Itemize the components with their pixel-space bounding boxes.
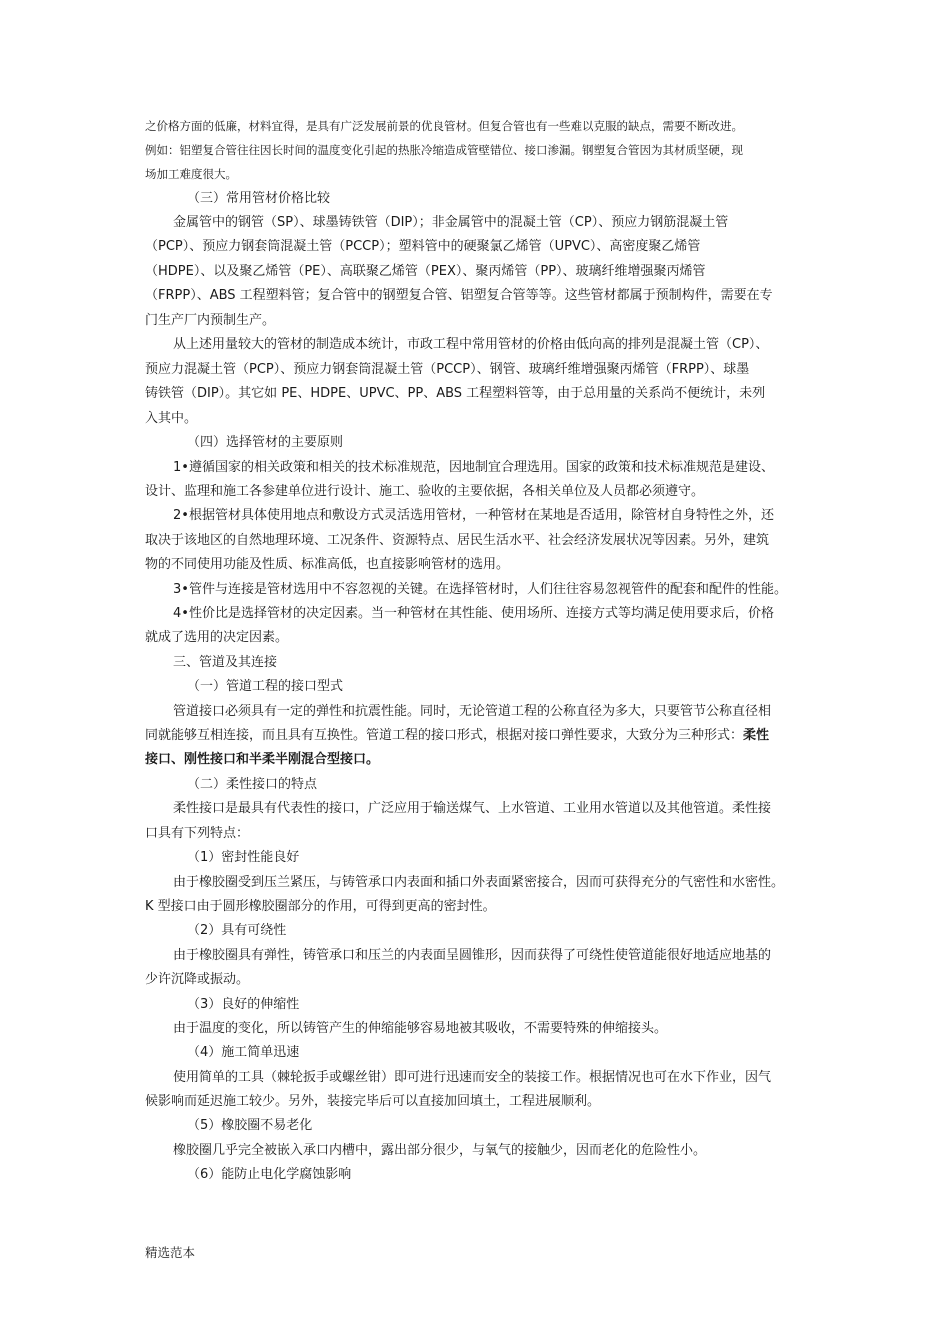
- paragraph-line: 金属管中的钢管（SP）、球墨铸铁管（DIP）；非金属管中的混凝土管（CP）、预应力钢筋混凝土管: [173, 215, 729, 230]
- paragraph-line: （FRPP）、ABS 工程塑料管；复合管中的钢塑复合管、铝塑复合管等等。这些管材都属于预制构件，需要在专: [145, 288, 773, 303]
- sub-heading: （1）密封性能良好: [187, 850, 300, 865]
- paragraph-line: 柔性接口是最具有代表性的接口，广泛应用于输送煤气、上水管道、工业用水管道以及其他管道。柔性接: [173, 801, 772, 816]
- paragraph-line: 由于温度的变化，所以铸管产生的伸缩能够容易地被其吸收，不需要特殊的伸缩接头。: [173, 1021, 668, 1036]
- paragraph-line: 4•性价比是选择管材的决定因素。当一种管材在其性能、使用场所、连接方式等均满足使用要求后，价格: [173, 606, 774, 621]
- paragraph-line: 少许沉降或振动。: [145, 972, 250, 987]
- page-footer: 精选范本: [145, 1245, 196, 1260]
- section-heading: 三、管道及其连接: [173, 655, 278, 670]
- paragraph-line: K 型接口由于圆形橡胶圈部分的作用，可得到更高的密封性。: [145, 899, 496, 914]
- paragraph-line: 管道接口必须具有一定的弹性和抗震性能。同时，无论管道工程的公称直径为多大，只要管节公称直径相: [173, 704, 772, 719]
- section-heading: （一）管道工程的接口型式: [187, 679, 344, 694]
- paragraph-line: 由于橡胶圈受到压兰紧压，与铸管承口内表面和插口外表面紧密接合，因而可获得充分的气密性和水密性。: [173, 875, 785, 890]
- paragraph-line: 使用简单的工具（棘轮扳手或螺丝钳）即可进行迅速而安全的装接工作。根据情况也可在水下作业，因气: [173, 1070, 772, 1085]
- sub-heading: （2）具有可绕性: [187, 923, 287, 938]
- paragraph-line: 由于橡胶圈具有弹性，铸管承口和压兰的内表面呈圆锥形，因而获得了可绕性使管道能很好地适应地基的: [173, 948, 772, 963]
- paragraph-line: （PCP）、预应力钢套筒混凝土管（PCCP）；塑料管中的硬聚氯乙烯管（UPVC）、高密度聚乙烯管: [145, 239, 701, 254]
- paragraph-line: 预应力混凝土管（PCP）、预应力钢套筒混凝土管（PCCP）、钢管、玻璃纤维增强聚丙烯管（FRPP）、球墨: [145, 362, 750, 377]
- section-heading: （四）选择管材的主要原则: [187, 435, 344, 450]
- section-heading: （二）柔性接口的特点: [187, 777, 318, 792]
- paragraph-line: 例如：铝塑复合管往往因长时间的温度变化引起的热胀冷缩造成管壁错位、接口渗漏。钢塑复合管因为其材质坚硬，现: [145, 143, 743, 157]
- paragraph-line: （HDPE）、以及聚乙烯管（PE）、高联聚乙烯管（PEX）、聚丙烯管（PP）、玻璃纤维增强聚丙烯管: [145, 264, 706, 279]
- paragraph-text: 同就能够互相连接，而且具有互换性。管道工程的接口形式，根据对接口弹性要求，大致分为三种形式：: [145, 728, 744, 743]
- section-heading: （三）常用管材价格比较: [187, 191, 331, 206]
- paragraph-line: 之价格方面的低廉，材料宜得，是具有广泛发展前景的优良管材。但复合管也有一些难以克服的缺点，需要不断改进。: [145, 119, 743, 133]
- paragraph-line: [145, 728, 769, 744]
- paragraph-line: 候影响而延迟施工较少。另外，装接完毕后可以直接加回填土，工程进展顺利。: [145, 1094, 601, 1109]
- paragraph-line: 铸铁管（DIP）。其它如 PE、HDPE、UPVC、PP、ABS 工程塑料管等，由于总用量的关系尚不便统计，未列: [145, 386, 766, 401]
- paragraph-line: 3•管件与连接是管材选用中不容忽视的关键。在选择管材时，人们往往容易忽视管件的配套和配件的性能。: [173, 582, 787, 597]
- paragraph-line: 物的不同使用功能及性质、标准高低，也直接影响管材的选用。: [145, 557, 510, 572]
- sub-heading: （3）良好的伸缩性: [187, 997, 300, 1012]
- paragraph-line: 门生产厂内预制生产。: [145, 313, 276, 328]
- paragraph-line: 口具有下列特点：: [145, 826, 250, 841]
- bold-text: 柔性: [743, 728, 770, 743]
- paragraph-line: 橡胶圈几乎完全被嵌入承口内槽中，露出部分很少，与氧气的接触少，因而老化的危险性小。: [173, 1143, 707, 1158]
- paragraph-line: 取决于该地区的自然地理环境、工况条件、资源特点、居民生活水平、社会经济发展状况等因素。另外，建筑: [145, 533, 770, 548]
- sub-heading: （5）橡胶圈不易老化: [187, 1118, 313, 1133]
- paragraph-line: 从上述用量较大的管材的制造成本统计，市政工程中常用管材的价格由低向高的排列是混凝土管（CP）、: [173, 337, 769, 352]
- paragraph-line: 就成了选用的决定因素。: [145, 630, 289, 645]
- paragraph-line: 1•遵循国家的相关政策和相关的技术标准规范，因地制宜合理选用。国家的政策和技术标准规范是建设、: [173, 460, 774, 475]
- paragraph-line: 场加工难度很大。: [145, 167, 237, 181]
- paragraph-line: 入其中。: [145, 411, 198, 426]
- paragraph-line: 接口、刚性接口和半柔半刚混合型接口。: [145, 752, 380, 767]
- paragraph-line: 设计、监理和施工各参建单位进行设计、施工、验收的主要依据，各相关单位及人员都必须遵守。: [145, 484, 705, 499]
- sub-heading: （6）能防止电化学腐蚀影响: [187, 1167, 352, 1182]
- sub-heading: （4）施工简单迅速: [187, 1045, 300, 1060]
- paragraph-line: 2•根据管材具体使用地点和敷设方式灵活选用管材，一种管材在某地是否适用，除管材自身特性之外，还: [173, 508, 774, 523]
